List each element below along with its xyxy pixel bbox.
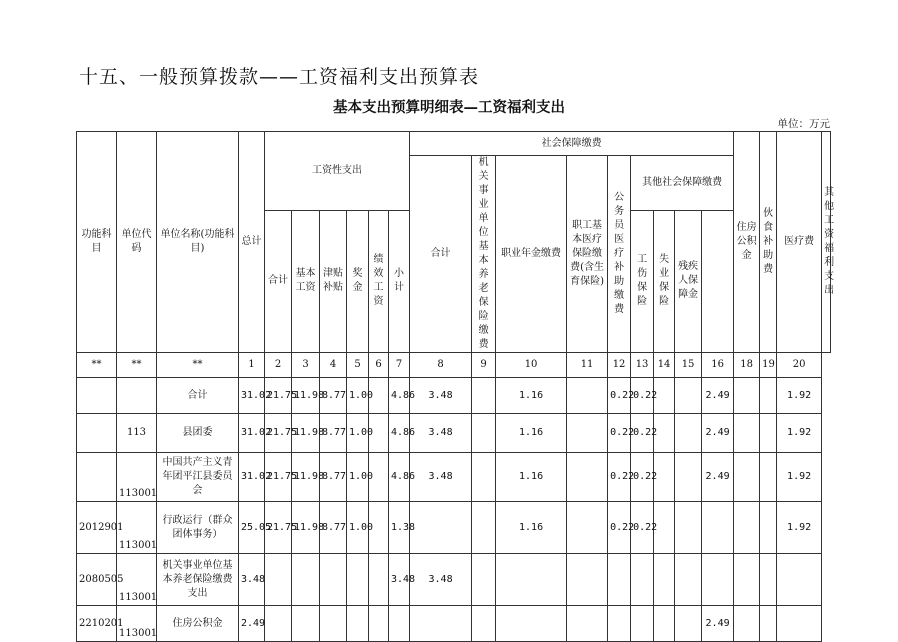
index-cell: 9 <box>472 353 496 378</box>
header-annuity: 职业年金缴费 <box>496 156 567 353</box>
unit-name-cell: 行政运行（群众团体事务） <box>157 502 239 554</box>
cell-civil-medical <box>567 378 608 414</box>
func-subject-cell <box>77 378 117 414</box>
index-cell: 2 <box>265 353 292 378</box>
table-row <box>77 554 831 606</box>
cell-total: 31.02 <box>239 453 265 502</box>
cell-medical-fee <box>760 378 777 414</box>
cell-housing-fund <box>702 502 734 554</box>
header-meal-subsidy: 伙食补助费 <box>760 132 777 353</box>
index-cell: 7 <box>389 353 410 378</box>
index-cell: 10 <box>496 353 567 378</box>
header-perf-salary: 绩效工资 <box>369 210 389 352</box>
cell-social-total: 4.86 <box>389 378 410 414</box>
cell-injury: 0.22 <box>631 502 654 554</box>
cell-civil-medical <box>567 414 608 453</box>
header-total: 总计 <box>239 132 265 353</box>
index-cell: ** <box>77 353 117 378</box>
index-cell: 15 <box>675 353 702 378</box>
cell-other-subtotal <box>608 606 631 642</box>
cell-salary-total <box>265 554 292 606</box>
cell-total: 2.49 <box>239 606 265 642</box>
header-salary-total: 合计 <box>265 210 292 352</box>
cell-other-subtotal: 0.22 <box>608 378 631 414</box>
cell-medical: 1.16 <box>496 453 567 502</box>
index-cell: ** <box>157 353 239 378</box>
header-bonus: 奖金 <box>347 210 369 352</box>
unit-name-cell: 合计 <box>157 378 239 414</box>
cell-bonus: 1.00 <box>347 502 369 554</box>
header-unit-name: 单位名称(功能科目) <box>157 132 239 353</box>
cell-pension: 3.48 <box>410 453 472 502</box>
cell-annuity <box>472 554 496 606</box>
cell-salary-total: 21.75 <box>265 414 292 453</box>
unit-name-cell: 住房公积金 <box>157 606 239 642</box>
cell-allowance: 8.77 <box>320 378 347 414</box>
section-title: 十五、一般预算拨款——工资福利支出预算表 <box>79 66 480 88</box>
cell-other-subtotal: 0.22 <box>608 502 631 554</box>
cell-medical-fee <box>760 554 777 606</box>
table-row <box>77 502 831 554</box>
cell-allowance: 8.77 <box>320 453 347 502</box>
cell-housing-fund <box>702 554 734 606</box>
cell-other-subtotal: 0.22 <box>608 414 631 453</box>
cell-disabled <box>675 502 702 554</box>
func-subject-cell <box>77 414 117 453</box>
cell-social-total <box>389 606 410 642</box>
header-social-total: 合计 <box>410 156 472 353</box>
cell-housing-fund: 2.49 <box>702 378 734 414</box>
cell-pension: 3.48 <box>410 414 472 453</box>
cell-annuity <box>472 606 496 642</box>
func-subject-cell: 2012901 <box>77 502 117 554</box>
index-cell: 20 <box>777 353 822 378</box>
cell-total: 25.05 <box>239 502 265 554</box>
cell-basic-salary: 11.98 <box>292 502 320 554</box>
cell-basic-salary: 11.98 <box>292 414 320 453</box>
func-subject-cell <box>77 453 117 502</box>
cell-civil-medical <box>567 554 608 606</box>
index-cell: ** <box>117 353 157 378</box>
cell-pension <box>410 502 472 554</box>
table-row <box>77 378 831 414</box>
header-salary-group: 工资性支出 <box>265 132 410 211</box>
cell-allowance: 8.77 <box>320 502 347 554</box>
budget-table <box>76 131 835 642</box>
cell-basic-salary <box>292 606 320 642</box>
header-func-subject: 功能科目 <box>77 132 117 353</box>
header-other-welfare: 其他工资福利支出 <box>822 132 831 353</box>
cell-meal-subsidy <box>734 502 760 554</box>
cell-pension <box>410 606 472 642</box>
index-cell: 13 <box>631 353 654 378</box>
index-row <box>77 353 831 378</box>
cell-housing-fund: 2.49 <box>702 414 734 453</box>
cell-annuity <box>472 414 496 453</box>
cell-other-welfare: 1.92 <box>777 502 822 554</box>
table-row <box>77 453 831 502</box>
cell-civil-medical <box>567 502 608 554</box>
unit-code-cell: 113001 <box>117 554 157 606</box>
cell-pension: 3.48 <box>410 554 472 606</box>
cell-unemployment <box>654 554 675 606</box>
cell-injury: 0.22 <box>631 414 654 453</box>
cell-injury <box>631 606 654 642</box>
cell-civil-medical <box>567 453 608 502</box>
cell-salary-total: 21.75 <box>265 378 292 414</box>
cell-housing-fund: 2.49 <box>702 606 734 642</box>
header-other-social-group: 其他社会保障缴费 <box>631 156 734 211</box>
cell-social-total: 1.38 <box>389 502 410 554</box>
cell-annuity <box>472 378 496 414</box>
cell-salary-total: 21.75 <box>265 453 292 502</box>
cell-social-total: 3.48 <box>389 554 410 606</box>
cell-medical <box>496 606 567 642</box>
index-cell: 5 <box>347 353 369 378</box>
cell-social-total: 4.86 <box>389 453 410 502</box>
unit-name-cell: 县团委 <box>157 414 239 453</box>
unit-code-cell: 113001 <box>117 606 157 642</box>
cell-allowance: 8.77 <box>320 414 347 453</box>
cell-basic-salary: 11.98 <box>292 453 320 502</box>
header-unit-code: 单位代码 <box>117 132 157 353</box>
index-cell: 4 <box>320 353 347 378</box>
cell-social-total: 4.86 <box>389 414 410 453</box>
cell-medical-fee <box>760 414 777 453</box>
unit-code-cell: 113001 <box>117 453 157 502</box>
table-row <box>77 606 831 642</box>
cell-basic-salary <box>292 554 320 606</box>
index-cell: 14 <box>654 353 675 378</box>
unit-label: 单位：万元 <box>777 118 830 130</box>
index-cell: 6 <box>369 353 389 378</box>
cell-medical-fee <box>760 453 777 502</box>
cell-annuity <box>472 453 496 502</box>
header-allowance: 津贴补贴 <box>320 210 347 352</box>
cell-basic-salary: 11.98 <box>292 378 320 414</box>
header-social-group: 社会保障缴费 <box>410 132 734 156</box>
cell-bonus <box>347 606 369 642</box>
cell-disabled <box>675 453 702 502</box>
cell-bonus <box>347 554 369 606</box>
cell-medical: 1.16 <box>496 502 567 554</box>
cell-salary-total: 21.75 <box>265 502 292 554</box>
cell-other-welfare <box>777 554 822 606</box>
index-cell: 8 <box>410 353 472 378</box>
cell-injury: 0.22 <box>631 453 654 502</box>
cell-allowance <box>320 606 347 642</box>
unit-code-cell <box>117 378 157 414</box>
cell-total: 3.48 <box>239 554 265 606</box>
func-subject-cell: 2210201 <box>77 606 117 642</box>
cell-other-subtotal: 0.22 <box>608 453 631 502</box>
index-cell: 11 <box>567 353 608 378</box>
header-pension: 机关事业单位基本养老保险缴费 <box>472 156 496 353</box>
header-injury: 工伤保险 <box>631 210 654 352</box>
cell-total: 31.02 <box>239 414 265 453</box>
cell-other-welfare: 1.92 <box>777 378 822 414</box>
header-medical-fee: 医疗费 <box>777 132 822 353</box>
index-cell: 1 <box>239 353 265 378</box>
cell-medical <box>496 554 567 606</box>
cell-injury: 0.22 <box>631 378 654 414</box>
cell-disabled <box>675 414 702 453</box>
cell-meal-subsidy <box>734 414 760 453</box>
unit-name-cell: 机关事业单位基本养老保险缴费支出 <box>157 554 239 606</box>
cell-perf-salary <box>369 606 389 642</box>
index-cell: 16 <box>702 353 734 378</box>
cell-unemployment <box>654 606 675 642</box>
table-row <box>77 414 831 453</box>
func-subject-cell: 2080505 <box>77 554 117 606</box>
header-civil-medical: 公务员医疗补助缴费 <box>608 156 631 353</box>
cell-injury <box>631 554 654 606</box>
cell-other-welfare: 1.92 <box>777 453 822 502</box>
header-other-subtotal: 小计 <box>389 210 410 352</box>
header-basic-salary: 基本工资 <box>292 210 320 352</box>
header-unemployment: 失业保险 <box>654 210 675 352</box>
unit-name-cell: 中国共产主义青年团平江县委员会 <box>157 453 239 502</box>
cell-other-welfare <box>777 606 822 642</box>
cell-medical: 1.16 <box>496 378 567 414</box>
cell-meal-subsidy <box>734 378 760 414</box>
cell-total: 31.02 <box>239 378 265 414</box>
header-medical: 职工基本医疗保险缴费(含生育保险) <box>567 156 608 353</box>
cell-perf-salary <box>369 554 389 606</box>
cell-disabled <box>675 554 702 606</box>
cell-medical: 1.16 <box>496 414 567 453</box>
cell-meal-subsidy <box>734 606 760 642</box>
cell-bonus: 1.00 <box>347 414 369 453</box>
cell-allowance <box>320 554 347 606</box>
cell-other-subtotal <box>608 554 631 606</box>
cell-medical-fee <box>760 502 777 554</box>
header-disabled: 残疾人保障金 <box>675 210 702 352</box>
cell-other-welfare: 1.92 <box>777 414 822 453</box>
cell-disabled <box>675 378 702 414</box>
table-title: 基本支出预算明细表—工资福利支出 <box>333 99 565 116</box>
unit-code-cell: 113001 <box>117 502 157 554</box>
cell-pension: 3.48 <box>410 378 472 414</box>
index-cell: 19 <box>760 353 777 378</box>
cell-bonus: 1.00 <box>347 378 369 414</box>
header-row-1 <box>77 132 831 156</box>
index-cell: 12 <box>608 353 631 378</box>
header-housing-fund: 住房公积金 <box>734 132 760 353</box>
index-cell: 3 <box>292 353 320 378</box>
cell-medical-fee <box>760 606 777 642</box>
unit-code-cell: 113 <box>117 414 157 453</box>
cell-meal-subsidy <box>734 453 760 502</box>
cell-disabled <box>675 606 702 642</box>
cell-meal-subsidy <box>734 554 760 606</box>
cell-bonus: 1.00 <box>347 453 369 502</box>
cell-civil-medical <box>567 606 608 642</box>
index-cell: 18 <box>734 353 760 378</box>
cell-salary-total <box>265 606 292 642</box>
cell-housing-fund: 2.49 <box>702 453 734 502</box>
cell-annuity <box>472 502 496 554</box>
